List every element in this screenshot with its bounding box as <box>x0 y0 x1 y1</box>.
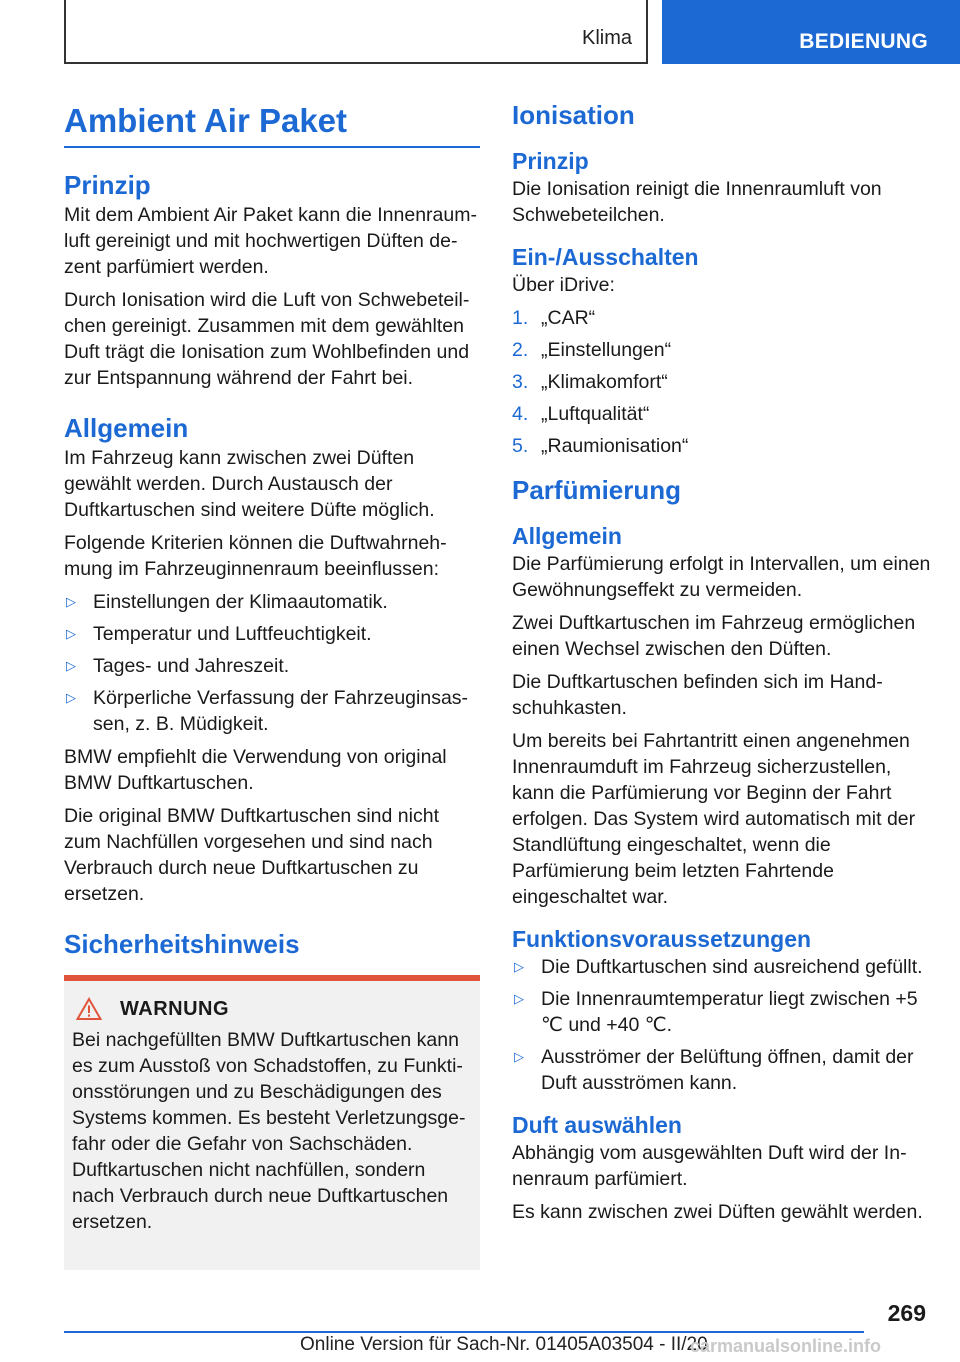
heading-ionisation-prinzip: Prinzip <box>512 148 589 174</box>
footer-online-version: Online Version für Sach-Nr. 01405A03504 - II/20 <box>300 1334 708 1355</box>
list-item <box>64 653 480 679</box>
paragraph: Die Parfümierung erfolgt in Intervallen, um einen Gewöhnungseffekt zu vermeiden. <box>512 553 931 601</box>
requirements-list <box>512 954 932 1096</box>
paragraph: BMW empfiehlt die Verwendung von original BMW Duftkartuschen. <box>64 746 447 794</box>
page-number: 269 <box>887 1300 926 1326</box>
header-chapter-tab <box>662 0 960 64</box>
list-item <box>512 401 932 427</box>
list-item-text: Die Innenraumtemperatur liegt zwischen +5 ℃ und +40 ℃. <box>541 988 918 1036</box>
step-text: „Einstellungen“ <box>541 339 672 361</box>
list-item <box>64 685 480 737</box>
list-item-text: Die Duftkartuschen sind ausreichend gefüllt. <box>541 956 923 978</box>
paragraph: Um bereits bei Fahrtantritt einen angenehmen Innenraumduft im Fahrzeug sicherzustellen, kann die Parfümierung vor Beginn der Fahrt erfolgen. Das System wird automatisch mit der Standlüftung eingeschaltet, wenn die Parfümierung beim letzten Fahrtende eingeschaltet war. <box>512 730 916 908</box>
header-chapter-label: BEDIENUNG <box>799 30 928 53</box>
paragraph: Zwei Duftkartuschen im Fahrzeug ermöglichen einen Wechsel zwischen den Düften. <box>512 612 916 660</box>
heading-sicherheitshinweis: Sicherheitshinweis <box>64 929 300 959</box>
step-text: „Raumionisation“ <box>541 435 689 457</box>
heading-duft-auswaehlen: Duft auswählen <box>512 1112 682 1138</box>
triangle-bullet-icon: ▷ <box>66 690 76 705</box>
step-text: „Luftqualität“ <box>541 403 650 425</box>
right-column <box>512 98 932 1232</box>
list-item <box>512 1044 932 1096</box>
paragraph: Abhängig vom ausgewählten Duft wird der Innenraum parfümiert. <box>512 1142 907 1190</box>
step-number: 2. <box>512 339 529 361</box>
paragraph: Folgende Kriterien können die Duftwahrnehmung im Fahrzeuginnenraum beeinflussen: <box>64 532 447 580</box>
page-title: Ambient Air Paket <box>64 98 480 148</box>
warning-header <box>76 997 472 1021</box>
list-item <box>64 621 480 647</box>
paragraph: Im Fahrzeug kann zwischen zwei Düften gewählt werden. Durch Austausch der Duftkartuschen sind weitere Düfte möglich. <box>64 447 435 521</box>
triangle-bullet-icon: ▷ <box>66 658 76 673</box>
heading-ein-ausschalten: Ein-/Ausschalten <box>512 244 699 270</box>
triangle-bullet-icon: ▷ <box>66 626 76 641</box>
warning-label: WARNUNG <box>120 997 230 1020</box>
heading-parfuemierung: Parfümierung <box>512 475 682 505</box>
list-item <box>512 369 932 395</box>
step-text: „Klimakomfort“ <box>541 371 668 393</box>
heading-allgemein: Allgemein <box>64 413 189 443</box>
paragraph: Mit dem Ambient Air Paket kann die Innenraumluft gereinigt und mit hochwertigen Düften dezent parfümiert werden. <box>64 204 477 278</box>
step-text: „CAR“ <box>541 307 596 329</box>
list-item <box>512 337 932 363</box>
step-number: 5. <box>512 435 529 457</box>
list-item <box>512 305 932 331</box>
list-item-text: Körperliche Verfassung der Fahrzeuginsassen, z. B. Müdigkeit. <box>93 687 469 735</box>
triangle-bullet-icon: ▷ <box>66 594 76 609</box>
warning-box <box>64 975 480 1270</box>
heading-ionisation: Ionisation <box>512 100 635 130</box>
idrive-steps-list <box>512 305 932 459</box>
triangle-bullet-icon: ▷ <box>514 1049 524 1064</box>
warning-triangle-icon <box>76 997 102 1021</box>
list-item-text: Einstellungen der Klimaautomatik. <box>93 591 388 613</box>
step-number: 3. <box>512 371 529 393</box>
list-item <box>512 954 932 980</box>
list-item <box>64 589 480 615</box>
paragraph: Über iDrive: <box>512 274 615 296</box>
heading-prinzip: Prinzip <box>64 170 151 200</box>
paragraph: Die original BMW Duftkartuschen sind nicht zum Nachfüllen vorgesehen und sind nach Verbrauch durch neue Duftkartuschen zu ersetzen. <box>64 805 439 905</box>
paragraph: Es kann zwischen zwei Düften gewählt werden. <box>512 1201 923 1223</box>
heading-funktionsvoraussetzungen: Funktionsvoraussetzungen <box>512 926 812 952</box>
header-section-box <box>64 0 648 64</box>
paragraph: Die Ionisation reinigt die Innenraumluft von Schwebeteilchen. <box>512 178 882 226</box>
step-number: 1. <box>512 307 529 329</box>
triangle-bullet-icon: ▷ <box>514 959 524 974</box>
triangle-bullet-icon: ▷ <box>514 991 524 1006</box>
step-number: 4. <box>512 403 529 425</box>
footer-watermark-logo: carmanualsonline.info <box>690 1336 882 1356</box>
list-item <box>512 986 932 1038</box>
heading-parfuem-allgemein: Allgemein <box>512 523 622 549</box>
paragraph: Die Duftkartuschen befinden sich im Handschuhkasten. <box>512 671 883 719</box>
list-item-text: Tages- und Jahreszeit. <box>93 655 290 677</box>
list-item-text: Temperatur und Luftfeuchtigkeit. <box>93 623 372 645</box>
list-item-text: Ausströmer der Belüftung öffnen, damit der Duft ausströmen kann. <box>541 1046 914 1094</box>
list-item <box>512 433 932 459</box>
criteria-list <box>64 589 480 737</box>
paragraph: Durch Ionisation wird die Luft von Schwebeteilchen gereinigt. Zusammen mit dem gewählten Duft trägt die Ionisation zum Wohlbefinden und zur Entspannung während der Fahrt bei. <box>64 289 470 389</box>
header-section-label: Klima <box>581 27 632 49</box>
left-column <box>64 98 480 1270</box>
warning-text: Bei nachgefüllten BMW Duftkartuschen kann es zum Ausstoß von Schadstoffen, zu Funktionsstörungen und zu Beschädigungen des Systems kommen. Es besteht Verletzungsgefahr oder die Gefahr von Sachschäden. Duftkartuschen nicht nachfüllen, sondern nach Verbrauch durch neue Duftkartuschen ersetzen. <box>72 1029 466 1233</box>
footer-divider <box>64 1331 864 1333</box>
